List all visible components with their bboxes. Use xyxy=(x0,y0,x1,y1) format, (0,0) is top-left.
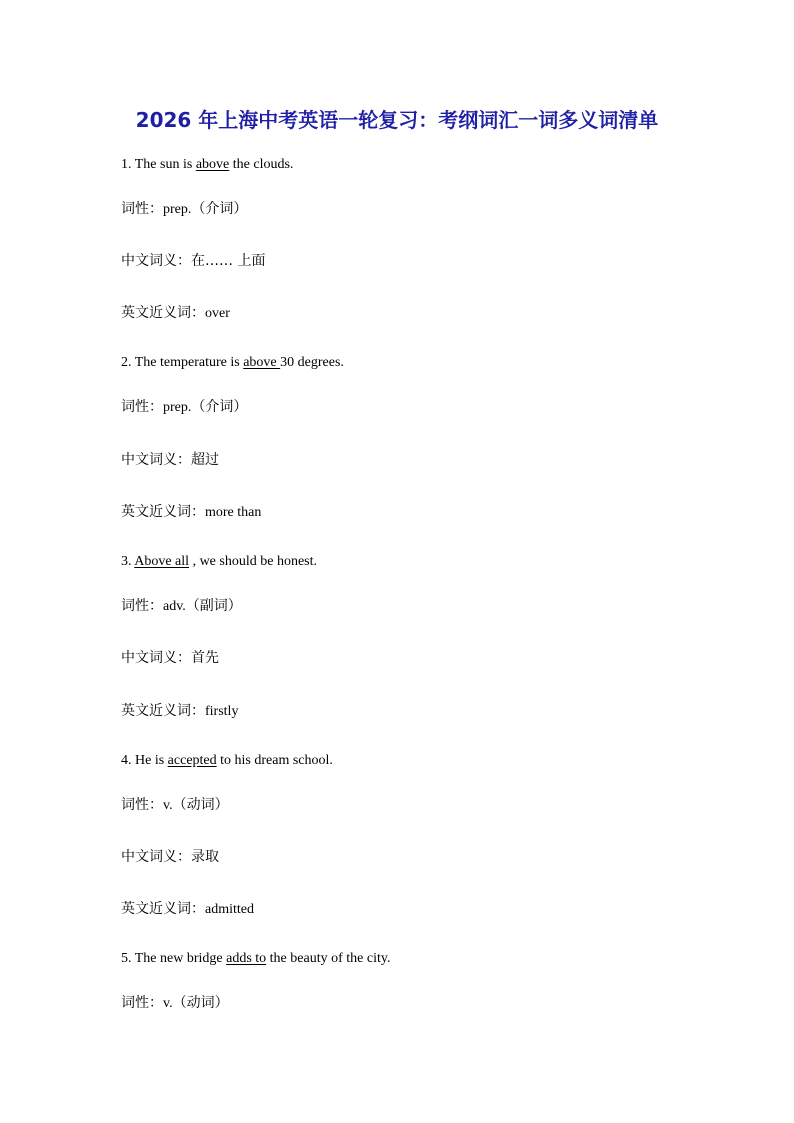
example-sentence: 1. The sun is above the clouds. xyxy=(121,157,294,172)
part-of-speech: 词性：v.（动词） xyxy=(121,995,229,1011)
example-sentence: 3. Above all , we should be honest. xyxy=(121,554,317,569)
part-of-speech: 词性：prep.（介词） xyxy=(121,201,248,217)
english-synonym: 英文近义词：admitted xyxy=(121,901,254,917)
chinese-meaning: 中文词义：首先 xyxy=(121,650,219,666)
keyword: accepted xyxy=(167,753,217,768)
page-title: 2026 年上海中考英语一轮复习：考纲词汇一词多义词清单 xyxy=(135,108,659,132)
example-sentence: 2. The temperature is above 30 degrees. xyxy=(121,355,344,370)
english-synonym: 英文近义词：more than xyxy=(121,504,262,520)
keyword: above xyxy=(195,157,230,172)
keyword: above xyxy=(243,355,281,370)
chinese-meaning: 中文词义：录取 xyxy=(121,849,219,865)
keyword: adds to xyxy=(226,951,267,966)
example-sentence: 4. He is accepted to his dream school. xyxy=(121,753,333,768)
example-sentence: 5. The new bridge adds to the beauty of the city. xyxy=(121,951,391,966)
chinese-meaning: 中文词义：在…… 上面 xyxy=(121,253,266,269)
keyword: Above all xyxy=(134,554,190,569)
part-of-speech: 词性：adv.（副词） xyxy=(121,598,242,614)
chinese-meaning: 中文词义：超过 xyxy=(121,452,219,468)
english-synonym: 英文近义词：firstly xyxy=(121,703,239,719)
part-of-speech: 词性：v.（动词） xyxy=(121,797,229,813)
part-of-speech: 词性：prep.（介词） xyxy=(121,399,248,415)
english-synonym: 英文近义词：over xyxy=(121,305,230,321)
